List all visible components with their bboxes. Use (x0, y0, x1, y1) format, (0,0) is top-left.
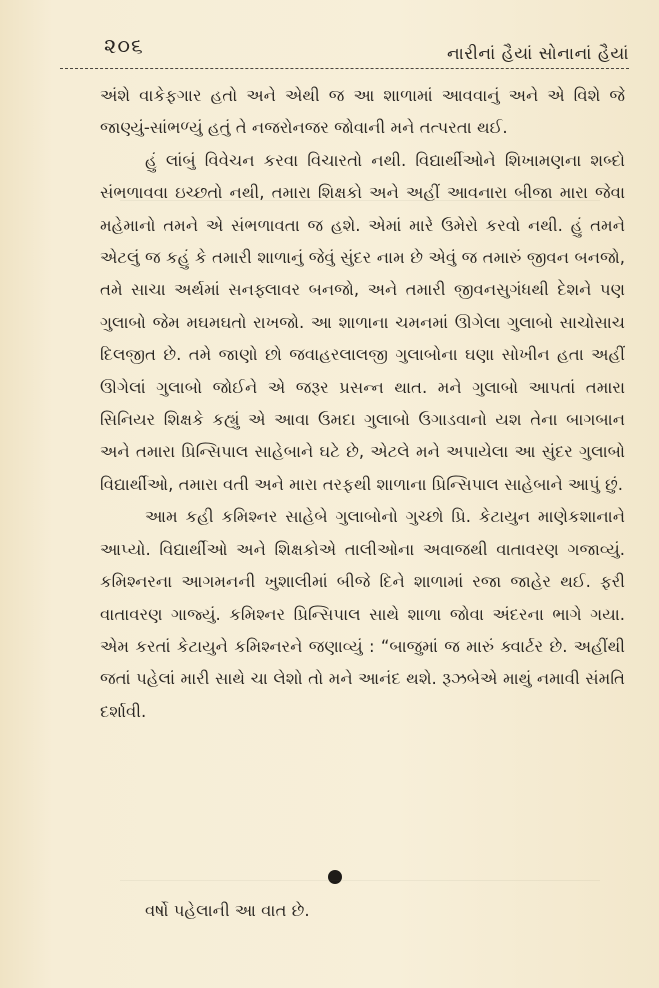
paragraph-2: હું લાંબું વિવેચન કરવા વિચારતો નથી. વિદ્યાર્થીઓને શિખામણના શબ્દો સંભળાવવા ઇચ્છતો નથી, તમારા શિક્ષકો અને અહીં આવનારા બીજા મારા જેવા મહેમાનો તમને એ સંભળાવતા જ હશે. એમાં મારે ઉમેરો કરવો નથી. હું તમને એટલું જ કહું કે તમારી શાળાનું જેવું સુંદર નામ છે એવું જ તમારું જીવન બનજો, તમે સાચા અર્થમાં સનફ્લાવર બનજો, અને તમારી જીવનસુગંધથી દેશને પણ ગુલાબો જેમ મઘમઘતો રાખજો. આ શાળાના ચમનમાં ઊગેલા ગુલાબો સાચોસાચ દિલજીત છે. તમે જાણો છો જવાહરલાલજી ગુલાબોના ઘણા સોખીન હતા અહીં ઊગેલાં ગુલાબો જોઈને એ જરૂર પ્રસન્ન થાત. મને ગુલાબો આપતાં તમારા સિનિયર શિક્ષકે કહ્યું એ આવા ઉમદા ગુલાબો ઉગાડવાનો યશ તેના બાગબાન અને તમારા પ્રિન્સિપાલ સાહેબાને ઘટે છે, એટલે મને અપાયેલા આ સુંદર ગુલાબો વિદ્યાર્થીઓ, તમારા વતી અને મારા તરફથી શાળાના પ્રિન્સિપાલ સાહેબાને આપું છું. (100, 150, 625, 494)
show-through-line (120, 200, 600, 201)
body-text (100, 80, 625, 728)
paragraph-3: આમ કહી કમિશ્નર સાહેબે ગુલાબોનો ગુચ્છો પ્રિ. કેટાયુન માણેકશાનાને આપ્યો. વિદ્યાર્થીઓ અને શિક્ષકોએ તાલીઓના અવાજથી વાતાવરણ ગજાવ્યું. કમિશ્નરના આગમનની ખુશાલીમાં બીજે દિને શાળામાં રજા જાહેર થઈ. ફરી વાતાવરણ ગાજ્યું. કમિશ્નર પ્રિન્સિપાલ સાથે શાળા જોવા અંદરના ભાગે ગયા. એમ કરતાં કેટાયુને કમિશ્નરને જણાવ્યું : “બાજુમાં જ મારું ક્વાર્ટર છે. અહીંથી જતાં પહેલાં મારી સાથે ચા લેશો તો મને આનંદ થશે. રૂઝબેએ માથું નમાવી સંમતિ દર્શાવી. (100, 507, 625, 721)
section-break-dot (328, 870, 342, 884)
paragraph-1: અંશે વાકેફગાર હતો અને એથી જ આ શાળામાં આવવાનું અને એ વિશે જે જાણ્યું-સાંભળ્યું હતું તે નજરોનજર જોવાની મને તત્પરતા થઈ. (100, 86, 625, 138)
final-paragraph: વર્ષો પહેલાની આ વાત છે. (145, 901, 310, 920)
running-title: નારીનાં હૈયાં સોનાનાં હૈયાં (446, 44, 629, 64)
page-header (60, 28, 629, 69)
show-through-line (120, 880, 600, 881)
page-number: ૨૦૬ (104, 34, 144, 58)
